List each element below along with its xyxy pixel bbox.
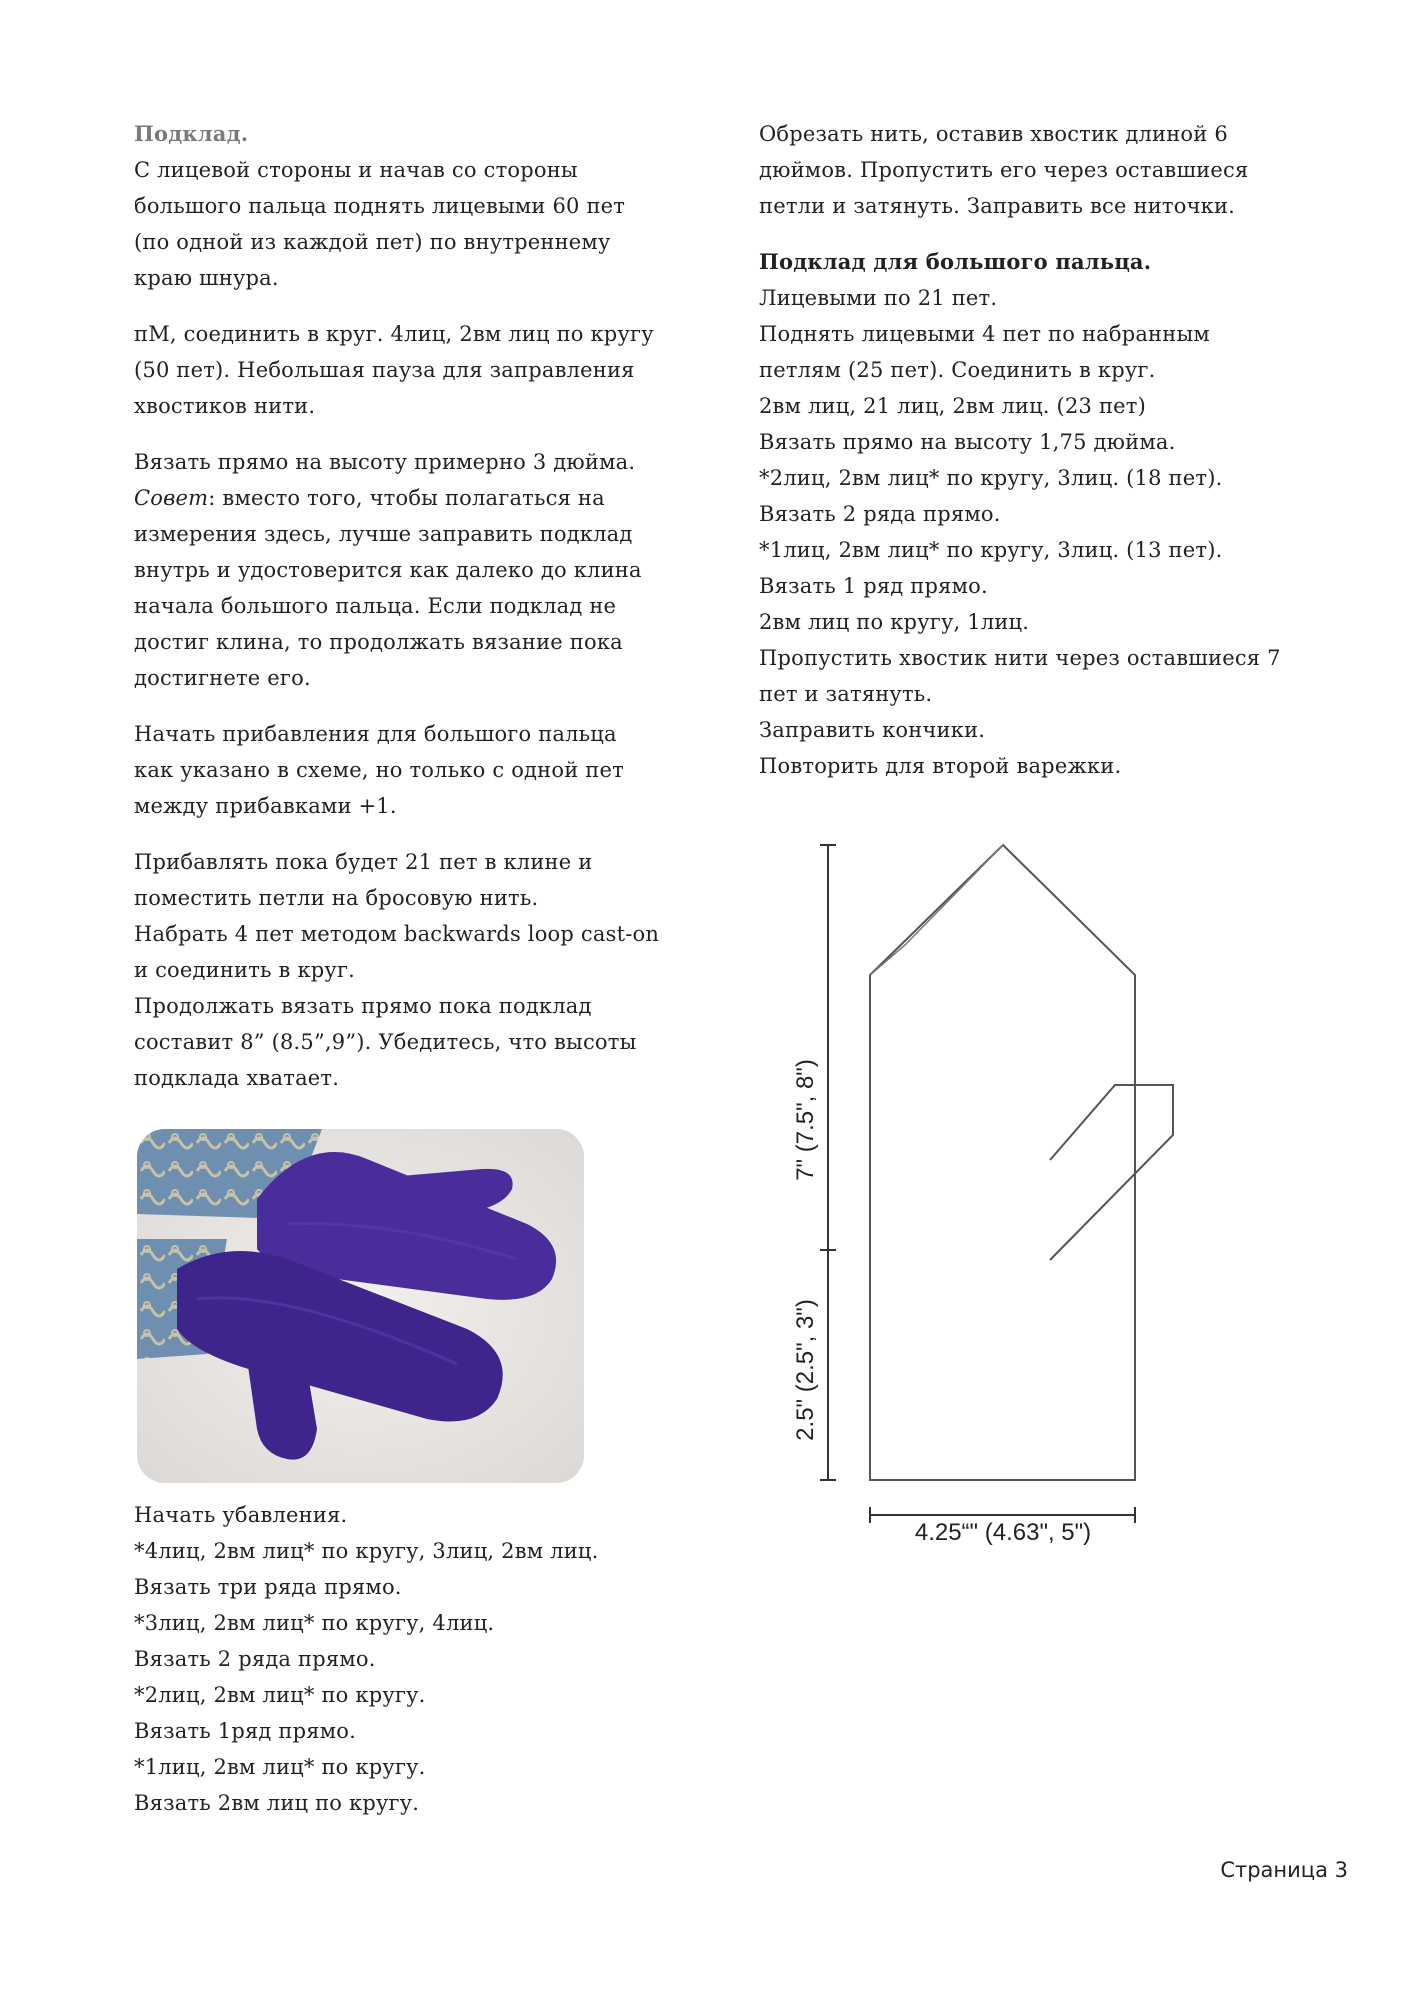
- text-line: Начать убавления.: [134, 1503, 348, 1527]
- text-line: достигнете его.: [134, 666, 311, 690]
- thumb-lining-title: Подклад для большого пальца.: [759, 249, 1152, 274]
- text-line: поместить петли на бросовую нить.: [134, 886, 539, 910]
- text-line: подклада хватает.: [134, 1066, 340, 1090]
- text-line: Вязать 2 ряда прямо.: [759, 502, 1001, 526]
- text-line: пет и затянуть.: [759, 682, 933, 706]
- text-line: (по одной из каждой пет) по внутреннему: [134, 230, 611, 254]
- text-line: Продолжать вязать прямо пока подклад: [134, 994, 592, 1018]
- right-column: [759, 116, 1359, 804]
- tip-line: [134, 480, 714, 516]
- text-line: 2вм лиц, 21 лиц, 2вм лиц. (23 пет): [759, 394, 1146, 418]
- decrease-section: [134, 1497, 714, 1821]
- text-line: между прибавками +1.: [134, 794, 397, 818]
- left-column: [134, 116, 714, 1116]
- text-line: как указано в схеме, но только с одной пет: [134, 758, 624, 782]
- text-line: *3лиц, 2вм лиц* по кругу, 4лиц.: [134, 1611, 495, 1635]
- text-line: Набрать 4 пет методом backwards loop cast-on: [134, 922, 660, 946]
- text-line: Вязать 1 ряд прямо.: [759, 574, 988, 598]
- text-line: внутрь и удостоверится как далеко до клина: [134, 558, 642, 582]
- text-line: петли и затянуть. Заправить все ниточки.: [759, 194, 1236, 218]
- text-line: *1лиц, 2вм лиц* по кругу.: [134, 1755, 426, 1779]
- text-line: Поднять лицевыми 4 пет по набранным: [759, 322, 1210, 346]
- text-line: составит 8” (8.5”,9”). Убедитесь, что высоты: [134, 1030, 637, 1054]
- text-line: Вязать прямо на высоту примерно 3 дюйма.: [134, 450, 636, 474]
- lining-title: Подклад.: [134, 121, 249, 146]
- text-line: Повторить для второй варежки.: [759, 754, 1122, 778]
- text-line: (50 пет). Небольшая пауза для заправления: [134, 358, 635, 382]
- text-line: Вязать 2вм лиц по кругу.: [134, 1791, 420, 1815]
- mittens-photo: [137, 1129, 584, 1483]
- mittens-illustration: [137, 1129, 584, 1483]
- text-line: 2вм лиц по кругу, 1лиц.: [759, 610, 1030, 634]
- page-number: Страница 3: [1220, 1858, 1348, 1882]
- text-line: измерения здесь, лучше заправить подклад: [134, 522, 633, 546]
- thumb-outline: [1050, 1085, 1173, 1260]
- text-line: хвостиков нити.: [134, 394, 316, 418]
- text-line: краю шнура.: [134, 266, 279, 290]
- text-line: достиг клина, то продолжать вязание пока: [134, 630, 623, 654]
- text-line: большого пальца поднять лицевыми 60 пет: [134, 194, 626, 218]
- text-line: петлям (25 пет). Соединить в круг.: [759, 358, 1156, 382]
- height-label-lower: 2.5" (2.5", 3"): [792, 1299, 819, 1441]
- mitten-schematic: [775, 830, 1175, 1550]
- text-line: *4лиц, 2вм лиц* по кругу, 3лиц, 2вм лиц.: [134, 1539, 599, 1563]
- text-line: Вязать прямо на высоту 1,75 дюйма.: [759, 430, 1176, 454]
- text-line: пМ, соединить в круг. 4лиц, 2вм лиц по кругу: [134, 322, 654, 346]
- text-line: Обрезать нить, оставив хвостик длиной 6: [759, 122, 1228, 146]
- tip-label: Совет: [134, 486, 209, 510]
- text-line: и соединить в круг.: [134, 958, 356, 982]
- text-line: дюймов. Пропустить его через оставшиеся: [759, 158, 1249, 182]
- text-line: *2лиц, 2вм лиц* по кругу.: [134, 1683, 426, 1707]
- width-label: 4.25“" (4.63", 5"): [914, 1519, 1092, 1546]
- height-label-upper: 7" (7.5", 8"): [792, 1059, 819, 1181]
- text-line: Пропустить хвостик нити через оставшиеся 7: [759, 646, 1281, 670]
- text-line: *2лиц, 2вм лиц* по кругу, 3лиц. (18 пет).: [759, 466, 1223, 490]
- tip-text: : вместо того, чтобы полагаться на: [208, 486, 605, 510]
- text-line: начала большого пальца. Если подклад не: [134, 594, 617, 618]
- text-line: Заправить кончики.: [759, 718, 986, 742]
- text-line: Прибавлять пока будет 21 пет в клине и: [134, 850, 593, 874]
- text-line: Вязать 1ряд прямо.: [134, 1719, 356, 1743]
- text-line: Вязать 2 ряда прямо.: [134, 1647, 376, 1671]
- text-line: Вязать три ряда прямо.: [134, 1575, 402, 1599]
- text-line: *1лиц, 2вм лиц* по кругу, 3лиц. (13 пет).: [759, 538, 1223, 562]
- text-line: Начать прибавления для большого пальца: [134, 722, 617, 746]
- text-line: С лицевой стороны и начав со стороны: [134, 158, 578, 182]
- text-line: Лицевыми по 21 пет.: [759, 286, 998, 310]
